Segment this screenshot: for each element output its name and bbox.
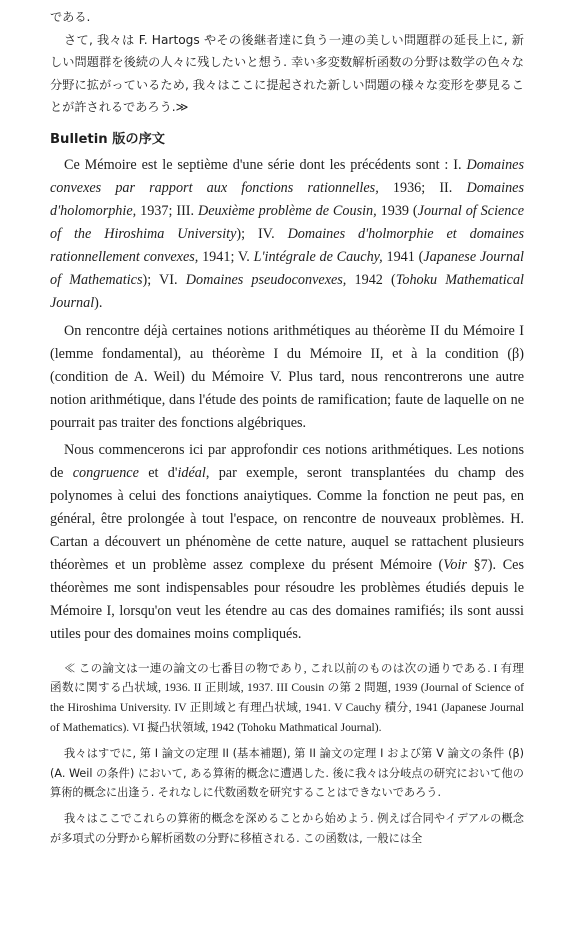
fr-paragraph-approfondir — [50, 439, 524, 646]
title-domaines-holomorphie: Domaines d'holomorphie, — [50, 179, 524, 219]
text-run: ); VI. — [142, 271, 186, 288]
title-domaines-convexes: Domaines convexes par rapport aux fonctions rationnelles, — [50, 156, 524, 196]
jp-paragraph-arithmetic: 我々はすでに, 第 I 論文の定理 II (基本補題), 第 II 論文の定理 I および第 V 論文の条件 (β) (A. Weil の条件) において, ある算術的概念に遭遇した. 後に我々は分岐点の研究において他の算術的概念に出逢う. それなしに代数函数を研究することはできないであろう. — [50, 746, 524, 800]
journal-hiroshima: Journal of Science of the Hiroshima University — [50, 202, 524, 242]
text-run: ). — [94, 294, 103, 311]
section-heading: Bulletin 版の序文 — [50, 131, 165, 147]
text-run: 1939 ( — [376, 202, 418, 219]
term-congruence: congruence — [72, 464, 139, 481]
text-run: §7). Ces théorèmes me sont indispensables pour résoudre les problèmes étudiés depuis le Mémoire I, lorsqu'on veut les étendre au cas des domaines ramifiés; ils sont aussi utiles pour des domaines moins compliqués. — [50, 556, 524, 642]
text-run: Ce Mémoire est le septième d'une série dont les précédents sont : I. — [64, 156, 467, 173]
jp-paragraph-hartogs: さて, 我々は F. Hartogs やその後継者達に負う一連の美しい問題群の延長上に, 新しい問題群を後続の人々に残したいと想う. 幸い多変数解析函数の分野は数学の色々な分野に拡がっているため, 我々はここに提起された新しい問題の様々な変形を夢見ることが許されるであろう.≫ — [50, 33, 524, 115]
jp-paragraph-begin: 我々はここでこれらの算術的概念を深めることから始めよう. 例えば合同やイデアルの概念が多項式の分野から解析函数の分野に移植される. この函数は, 一般には全 — [50, 812, 524, 845]
text-run: 1936; II. — [378, 179, 467, 196]
fr-paragraph-series — [50, 154, 524, 315]
text-run: et d' — [138, 464, 178, 481]
title-holmorphie-rationnellement: Domaines d'holmorphie et domaines rationnellement convexes, — [50, 225, 524, 265]
jp-fragment: である. — [50, 10, 91, 24]
fr-paragraph-notions: On rencontre déjà certaines notions arithmétiques au théorème II du Mémoire I (lemme fondamental), au théorème I du Mémoire II, et à la condition (β) (condition de A. Weil) du Mémoire V. Plus tard, nous rencontrerons une autre notion arithmétique, dans l'étude des points de ramification; faute de laquelle on ne pourrait pas traiter des fonctions algébriques. — [50, 322, 524, 431]
text-run: 1942 ( — [346, 271, 396, 288]
term-ideal: idéal — [177, 464, 206, 481]
text-run: , par exemple, seront transplantées du champ des polynomes à celui des fonctions anaiytiques. Comme la fonction ne peut pas, en général, être prolongée à tout l'espace, on rencontre de nouveaux problèmes. H. Cartan a découvert un phénomène de cette nature, auquel se rattachent plusieurs théorèmes et un problème assez complexe du présent Mémoire ( — [50, 464, 524, 573]
title-cousin: Deuxième problème de Cousin, — [198, 202, 377, 219]
title-pseudoconvexes: Domaines pseudoconvexes, — [185, 271, 347, 288]
text-run: 1937; III. — [136, 202, 198, 219]
text-run: Nous commencerons ici par approfondir ces notions arithmétiques. Les notions de — [50, 441, 524, 481]
text-run: 1941 ( — [382, 248, 424, 265]
jp-paragraph-series: ≪ この論文は一連の論文の七番目の物であり, これ以前のものは次の通りである. I 有理函数に関する凸状域, 1936. II 正則域, 1937. III Cousin の第 2 問題, 1939 (Journal of Science of the Hiroshima University. IV 正則域と有理凸状域, 1941. V Cauchy 積分, 1941 (Japanese Journal of Mathematics). VI 擬凸状領域, 1942 (Tohoku Mathmatical Journal). — [50, 661, 524, 735]
title-cauchy: L'intégrale de Cauchy, — [253, 248, 383, 265]
term-voir: Voir — [443, 556, 467, 573]
journal-japanese: Japanese Journal of Mathematics — [50, 248, 524, 288]
text-run: 1941; V. — [198, 248, 254, 265]
journal-tohoku: Tohoku Mathematical Journal — [50, 271, 524, 311]
text-run: ); IV. — [236, 225, 288, 242]
